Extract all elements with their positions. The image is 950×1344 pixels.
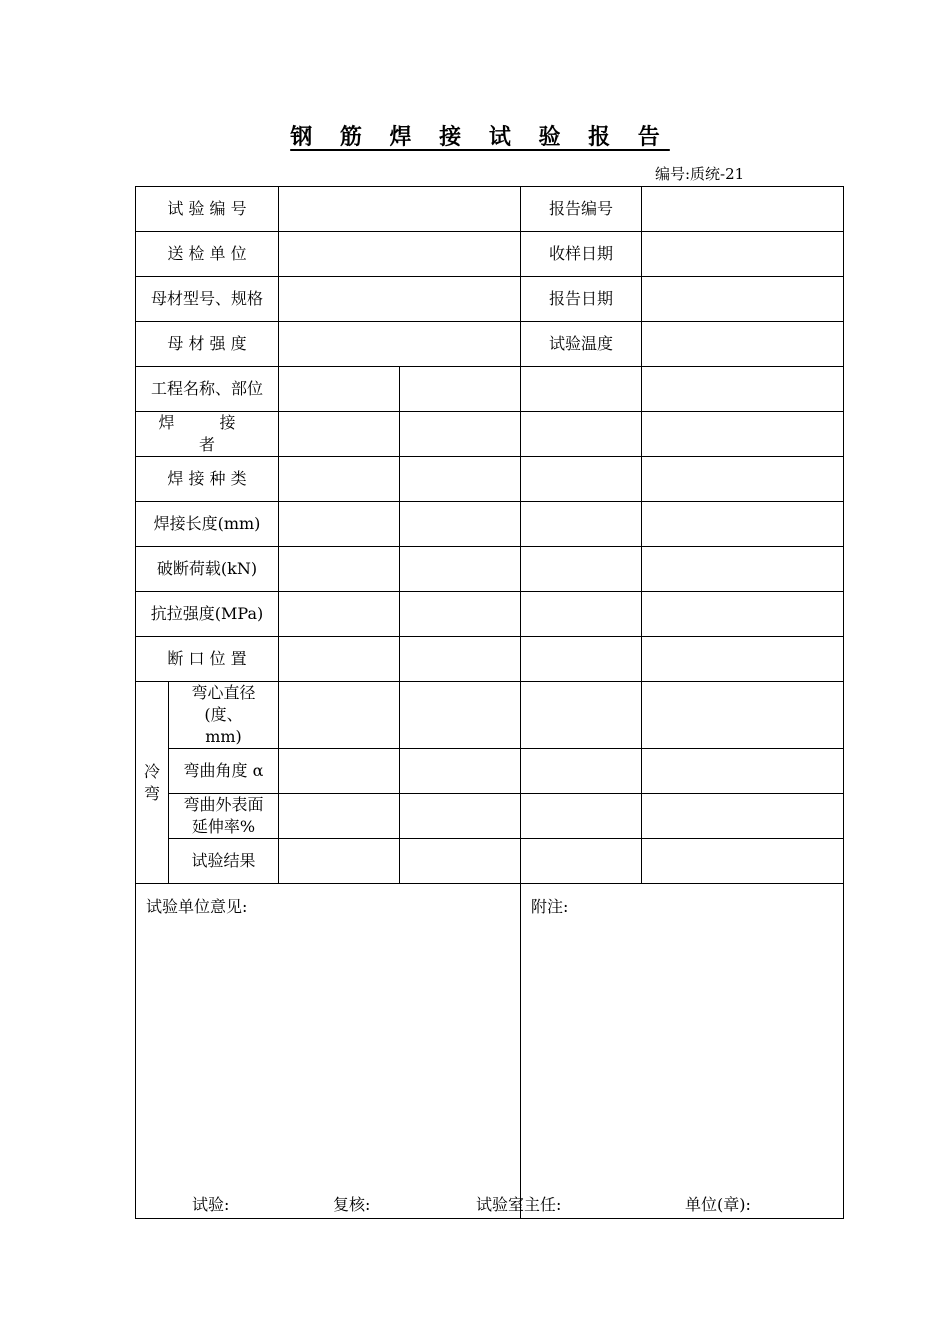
cell[interactable] (521, 637, 642, 682)
cell[interactable] (642, 682, 844, 749)
cell[interactable] (521, 749, 642, 794)
remarks-label: 附注: (531, 897, 569, 916)
header-label-submitter: 送 检 单 位 (136, 232, 279, 277)
data-row (136, 367, 844, 412)
header-label-report-date: 报告日期 (521, 277, 642, 322)
document-code: 编号:质统-21 (655, 165, 745, 183)
cold-bend-row (136, 749, 844, 794)
opinion-label: 试验单位意见: (146, 897, 248, 916)
data-row (136, 502, 844, 547)
cold-bend-group-label: 冷弯 (136, 682, 169, 884)
cell[interactable] (521, 502, 642, 547)
material-strength-field[interactable] (279, 322, 521, 367)
header-row (136, 322, 844, 367)
cell[interactable] (642, 839, 844, 884)
cell[interactable] (279, 367, 400, 412)
test-unit-opinion-box[interactable] (136, 884, 521, 1219)
data-row (136, 412, 844, 457)
cell[interactable] (521, 547, 642, 592)
data-row (136, 457, 844, 502)
row-label-weld-type: 焊 接 种 类 (136, 457, 279, 502)
test-temperature-field[interactable] (642, 322, 844, 367)
report-no-field[interactable] (642, 187, 844, 232)
remarks-box[interactable] (521, 884, 844, 1219)
header-label-test-no: 试 验 编 号 (136, 187, 279, 232)
cell[interactable] (279, 457, 400, 502)
cell[interactable] (400, 457, 521, 502)
data-row (136, 637, 844, 682)
cell[interactable] (642, 749, 844, 794)
cell[interactable] (521, 682, 642, 749)
footer-lab-director: 试验室主任: (476, 1195, 562, 1214)
cell[interactable] (279, 749, 400, 794)
cell[interactable] (642, 412, 844, 457)
row-label-tensile-strength: 抗拉强度(MPa) (136, 592, 279, 637)
header-label-material-spec: 母材型号、规格 (136, 277, 279, 322)
cell[interactable] (521, 839, 642, 884)
cell[interactable] (642, 592, 844, 637)
cell[interactable] (279, 547, 400, 592)
cell[interactable] (400, 682, 521, 749)
cell[interactable] (279, 794, 400, 839)
cell[interactable] (400, 592, 521, 637)
cell[interactable] (521, 592, 642, 637)
header-row (136, 187, 844, 232)
cell[interactable] (642, 794, 844, 839)
cell[interactable] (279, 839, 400, 884)
cell[interactable] (279, 502, 400, 547)
row-label-weld-length: 焊接长度(mm) (136, 502, 279, 547)
cold-bend-row (136, 839, 844, 884)
report-date-field[interactable] (642, 277, 844, 322)
header-label-receive-date: 收样日期 (521, 232, 642, 277)
cell[interactable] (642, 547, 844, 592)
test-no-field[interactable] (279, 187, 521, 232)
cell[interactable] (400, 794, 521, 839)
material-spec-field[interactable] (279, 277, 521, 322)
cell[interactable] (400, 749, 521, 794)
footer-tester: 试验: (192, 1195, 230, 1214)
footer-unit-seal: 单位(章): (685, 1195, 751, 1214)
header-label-test-temperature: 试验温度 (521, 322, 642, 367)
opinion-row (136, 884, 844, 1219)
cell[interactable] (642, 457, 844, 502)
cell[interactable] (400, 547, 521, 592)
cell[interactable] (279, 592, 400, 637)
cell[interactable] (521, 367, 642, 412)
header-label-material-strength: 母 材 强 度 (136, 322, 279, 367)
cell[interactable] (279, 637, 400, 682)
cell[interactable] (642, 367, 844, 412)
cell[interactable] (400, 412, 521, 457)
report-form-table (135, 186, 844, 1219)
row-label-welder: 焊 接 者 (136, 412, 279, 457)
cell[interactable] (400, 367, 521, 412)
footer-reviewer: 复核: (333, 1195, 371, 1214)
cell[interactable] (521, 457, 642, 502)
data-row (136, 592, 844, 637)
row-label-breaking-load: 破断荷载(kN) (136, 547, 279, 592)
receive-date-field[interactable] (642, 232, 844, 277)
cell[interactable] (642, 502, 844, 547)
cell[interactable] (400, 839, 521, 884)
row-label-bend-angle: 弯曲角度 α (169, 749, 279, 794)
cell[interactable] (521, 794, 642, 839)
cell[interactable] (400, 502, 521, 547)
cold-bend-row (136, 794, 844, 839)
cell[interactable] (521, 412, 642, 457)
header-row (136, 277, 844, 322)
submitter-field[interactable] (279, 232, 521, 277)
cell[interactable] (279, 682, 400, 749)
header-row (136, 232, 844, 277)
header-label-report-no: 报告编号 (521, 187, 642, 232)
data-row (136, 547, 844, 592)
cold-bend-row (136, 682, 844, 749)
row-label-mandrel-diameter: 弯心直径(度、mm) (169, 682, 279, 749)
row-label-test-result: 试验结果 (169, 839, 279, 884)
cell[interactable] (279, 412, 400, 457)
cell[interactable] (642, 637, 844, 682)
row-label-elongation: 弯曲外表面延伸率% (169, 794, 279, 839)
report-title: 钢 筋 焊 接 试 验 报 告 (290, 124, 670, 150)
cell[interactable] (400, 637, 521, 682)
row-label-project: 工程名称、部位 (136, 367, 279, 412)
row-label-fracture-position: 断 口 位 置 (136, 637, 279, 682)
